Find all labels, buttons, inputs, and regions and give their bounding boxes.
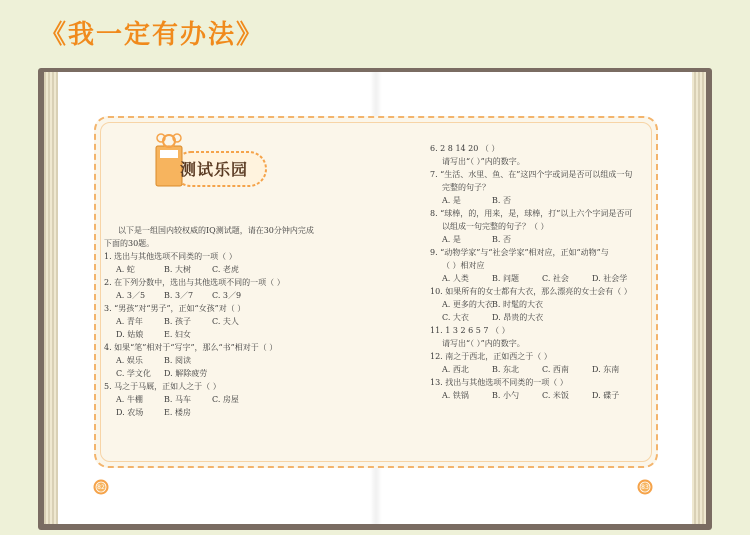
answer-option: C. 米饭 <box>542 391 569 400</box>
answer-option: A. 是 <box>442 235 461 244</box>
question-text: 5. 马之于马厩，正如人之于（ ） <box>104 382 221 391</box>
answer-option: B. 东北 <box>492 365 519 374</box>
answer-options-row <box>104 328 364 341</box>
answer-option: C. 西南 <box>542 365 569 374</box>
answer-option: B. 否 <box>492 235 511 244</box>
answer-options-row <box>104 354 364 367</box>
question-text: 12. 南之于西北，正如西之于（ ） <box>430 352 552 361</box>
answer-option: A. 是 <box>442 196 461 205</box>
answer-option: A. 3／5 <box>116 291 146 300</box>
answer-option: D. 东南 <box>592 365 620 374</box>
answer-option: B. 孩子 <box>164 317 191 326</box>
question-text: 7. “生活、水里、鱼、在”这四个字或词是否可以组成一句 <box>430 170 633 179</box>
page-number-right <box>636 478 654 496</box>
question-text: 1. 选出与其他选项不同类的一项（ ） <box>104 252 237 261</box>
answer-options-row <box>104 315 364 328</box>
answer-option: C. 3／9 <box>212 291 242 300</box>
question-text: 2. 在下列分数中，选出与其他选项不同的一项（ ） <box>104 278 285 287</box>
page-number-left <box>92 478 110 496</box>
question-text: 11. 1 3 2 6 5 7 （ ） <box>430 326 510 335</box>
answer-option: C. 夫人 <box>212 317 239 326</box>
question-text: 4. 如果“笔”相对于“写字”，那么“书”相对于（ ） <box>104 343 278 352</box>
answer-option: D. 农场 <box>116 408 144 417</box>
answer-option: E. 楼房 <box>164 408 191 417</box>
answer-option: C. 老虎 <box>212 265 239 274</box>
answer-option: D. 姑娘 <box>116 330 144 339</box>
answer-options-row <box>104 289 364 302</box>
answer-options-row <box>104 406 364 419</box>
answer-options-row <box>430 311 645 324</box>
answer-option: C. 学文化 <box>116 369 151 378</box>
answer-option: C. 房屋 <box>212 395 239 404</box>
answer-options-row <box>430 272 645 285</box>
answer-option: A. 铁锅 <box>442 391 469 400</box>
answer-options-row <box>104 263 364 276</box>
answer-option: B. 大树 <box>164 265 191 274</box>
answer-option: B. 阅读 <box>164 356 191 365</box>
answer-options-row <box>430 194 645 207</box>
answer-option: A. 牛棚 <box>116 395 143 404</box>
answer-option: A. 娱乐 <box>116 356 143 365</box>
page-title: 《我一定有办法》 <box>40 20 265 50</box>
intro-line: 下面的30题。 <box>104 239 155 248</box>
section-title: 测试乐园 <box>180 160 249 179</box>
question-text: 6. 2 8 14 20 （ ） <box>430 144 500 153</box>
answer-options-row <box>104 393 364 406</box>
answer-option: A. 更多的大衣 <box>442 300 493 309</box>
answer-option: D. 解除疲劳 <box>164 369 208 378</box>
left-question-list <box>104 250 364 419</box>
answer-option: D. 碟子 <box>592 391 620 400</box>
answer-options-row <box>430 298 645 311</box>
answer-option: E. 妇女 <box>164 330 191 339</box>
answer-option: A. 西北 <box>442 365 469 374</box>
question-text: 9. “动物学家”与“社会学家”相对应，正如“动物”与 <box>430 248 609 257</box>
answer-option: C. 社会 <box>542 274 569 283</box>
answer-option: D. 昂贵的大衣 <box>492 313 544 322</box>
answer-option: B. 问题 <box>492 274 519 283</box>
question-subtext: 完整的句子？ <box>442 183 490 192</box>
page-number-label: 82 <box>97 483 105 491</box>
answer-options-row <box>430 233 645 246</box>
question-text: 13. 找出与其他选项不同类的一项（ ） <box>430 378 568 387</box>
answer-options-row <box>104 367 364 380</box>
left-question-column <box>104 224 364 419</box>
question-text: 3. “男孩”对“男子”，正如“女孩”对（ ） <box>104 304 246 313</box>
page-number-label: 83 <box>641 483 649 491</box>
answer-option: C. 大衣 <box>442 313 469 322</box>
question-subtext: 请写出“（ ）”内的数字。 <box>442 339 525 348</box>
answer-option: B. 时髦的大衣 <box>492 300 543 309</box>
answer-option: D. 社会学 <box>592 274 628 283</box>
question-subtext: 请写出“（ ）”内的数字。 <box>442 157 525 166</box>
question-subtext: （ ）相对应 <box>442 261 485 270</box>
right-question-column <box>430 142 645 402</box>
answer-option: A. 蛇 <box>116 265 135 274</box>
answer-option: A. 人类 <box>442 274 469 283</box>
right-question-list <box>430 142 645 402</box>
question-subtext: 以组成一句完整的句子？（ ） <box>442 222 549 231</box>
answer-option: B. 马车 <box>164 395 191 404</box>
question-text: 8. “球棒，的，用来，是，球棒，打”以上六个字词是否可 <box>430 209 633 218</box>
answer-option: A. 青年 <box>116 317 143 326</box>
answer-options-row <box>430 389 645 402</box>
answer-options-row <box>430 363 645 376</box>
question-text: 10. 如果所有的女士都有大衣，那么漂亮的女士会有（ ） <box>430 287 632 296</box>
intro-line: 以下是一组国内较权威的IQ测试题，请在30分钟内完成 <box>118 226 314 235</box>
answer-option: B. 小勺 <box>492 391 519 400</box>
answer-option: B. 3／7 <box>164 291 194 300</box>
answer-option: B. 否 <box>492 196 511 205</box>
